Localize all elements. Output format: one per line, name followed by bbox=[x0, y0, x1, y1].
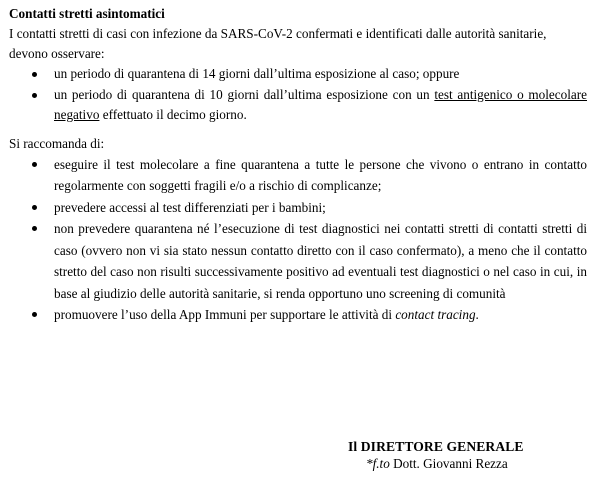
bullet-icon bbox=[32, 226, 37, 231]
recommendation-text: non prevedere quarantena né l’esecuzione di test diagnostici nei contatti stretti di contatti stretti di caso (ovvero non vi sia stato nessun contatto diretto con il caso confermato), a meno che il contatto stretto del caso non risulti successivamente positivo ad eventuali test diagnostici o nel caso in cui, in base al giudizio delle autorità sanitarie, si renda opportuno uno screening di comunità bbox=[54, 221, 587, 301]
bullet-icon bbox=[32, 162, 37, 167]
quarantine-options-list bbox=[9, 64, 587, 126]
recommendation-text-after: . bbox=[475, 307, 479, 322]
document-body bbox=[9, 4, 587, 326]
option-text-before: un periodo di quarantena di 10 giorni dall’ultima esposizione con un bbox=[54, 86, 435, 102]
signature-title: Il DIRETTORE GENERALE bbox=[348, 439, 524, 454]
signature-prefix: *f.to bbox=[366, 456, 390, 471]
negative-test-underlined: test antigenico o molecolare negativo bbox=[54, 86, 587, 122]
bullet-icon bbox=[32, 205, 37, 210]
bullet-icon bbox=[32, 72, 37, 77]
contact-tracing-italic: contact tracing bbox=[395, 307, 476, 322]
list-item bbox=[9, 197, 587, 219]
section-heading: Contatti stretti asintomatici bbox=[9, 6, 165, 21]
option-text-after: effettuato il decimo giorno. bbox=[99, 107, 247, 122]
signature-person: Dott. Giovanni Rezza bbox=[389, 456, 508, 471]
list-item bbox=[9, 154, 587, 197]
bullet-icon bbox=[32, 312, 37, 317]
list-item bbox=[9, 85, 587, 126]
recommendations-list bbox=[9, 154, 587, 326]
list-item bbox=[9, 218, 587, 304]
recommend-intro: Si raccomanda di: bbox=[9, 135, 105, 151]
list-item bbox=[9, 304, 587, 326]
bullet-icon bbox=[32, 93, 37, 98]
recommendation-text: prevedere accessi al test differenziati per i bambini; bbox=[54, 199, 326, 215]
recommendation-text: eseguire il test molecolare a fine quarantena a tutte le persone che vivono o entrano in contatto regolarmente con soggetti fragili e/o a rischio di complicanze; bbox=[54, 156, 587, 193]
option-text: un periodo di quarantena di 14 giorni dall’ultima esposizione al caso; oppure bbox=[54, 66, 460, 81]
signature-name bbox=[348, 455, 548, 472]
signature-block bbox=[348, 438, 548, 472]
intro-paragraph: I contatti stretti di casi con infezione da SARS-CoV-2 confermati e identificati dalle autorità sanitarie, devono osservare: bbox=[9, 26, 547, 61]
recommendation-text-before: promuovere l’uso della App Immuni per supportare le attività di bbox=[54, 307, 396, 322]
list-item bbox=[9, 64, 587, 85]
